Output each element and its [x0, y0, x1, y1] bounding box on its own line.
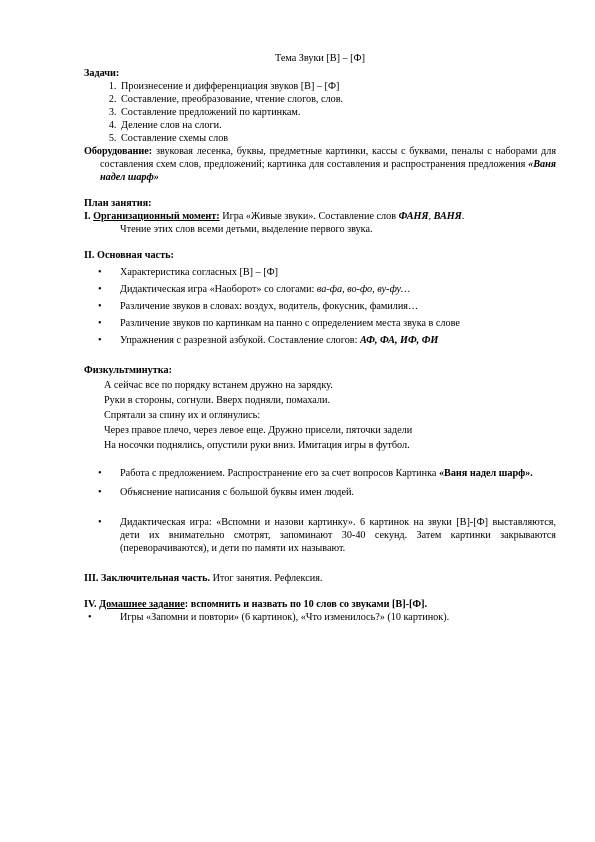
more-item: • Дидактическая игра: «Вспомни и назови картинку». 6 картинок на звуки [В]-[Ф] выставляются, дети их внимательно смотрят, запоминают 30-40 секунд. Затем картинки закрываются (переворачиваются), и дети по памяти их называют.	[98, 516, 556, 555]
physical-heading: Физкультминутка:	[84, 365, 172, 376]
task-item: 4. Деление слов на слоги.	[119, 119, 556, 132]
more-list	[84, 467, 556, 555]
equipment-paragraph	[84, 145, 556, 184]
final-label: III. Заключительная часть.	[84, 573, 211, 584]
org-comma: ,	[428, 211, 434, 222]
homework-number: IV.	[84, 599, 100, 610]
equipment-text: звуковая лесенка, буквы, предметные картинки, кассы с буквами, пеналы с наборами для составления схем слов, предложений; картинка для составления и распространения предложения	[100, 146, 556, 170]
equipment-italic: «Ваня надел шарф»	[100, 159, 556, 183]
document-page	[84, 52, 556, 624]
page-title: Тема Звуки [В] – [Ф]	[274, 53, 365, 64]
plan-heading: План занятия:	[84, 198, 152, 209]
org-word-fanya: ФАНЯ	[398, 211, 429, 222]
tasks-heading: Задачи:	[84, 68, 120, 79]
org-dot: .	[461, 211, 465, 222]
tasks-list	[84, 80, 556, 145]
main-heading: II. Основная часть:	[84, 250, 174, 261]
main-list	[84, 266, 556, 347]
main-item: • Упражнения с разрезной азбукой. Составление слогов: АФ, ФА, ИФ, ФИ	[98, 334, 556, 347]
poem-line: На носочки поднялись, опустили руки вниз. Имитация игры в футбол.	[104, 440, 410, 451]
org-continuation: Чтение этих слов всеми детьми, выделение первого звука.	[120, 224, 373, 235]
more-item: • Работа с предложением. Распространение его за счет вопросов Картинка «Ваня надел шарф».	[98, 467, 556, 480]
task-item: 3. Составление предложений по картинкам.	[119, 106, 556, 119]
org-paragraph	[84, 210, 556, 223]
homework-paragraph	[84, 598, 556, 611]
more-item: • Объяснение написания с большой буквы имен людей.	[98, 486, 556, 499]
org-number: I.	[84, 211, 94, 222]
homework-label: Домашнее задание	[99, 599, 185, 610]
task-item: 1. Произнесение и дифференциация звуков [В] – [Ф]	[119, 80, 556, 93]
main-item: • Различение звуков в словах: воздух, водитель, фокусник, фамилия…	[98, 300, 556, 313]
poem-line: Через правое плечо, через левое еще. Дружно присели, пяточки задели	[104, 425, 413, 436]
equipment-label: Оборудование:	[84, 146, 153, 157]
org-text: Игра «Живые звуки». Составление слов	[219, 211, 399, 222]
org-label: Организационный момент:	[93, 211, 220, 222]
org-word-vanya: ВАНЯ	[433, 211, 462, 222]
task-item: 2. Составление, преобразование, чтение слогов, слов.	[119, 93, 556, 106]
poem-line: Спрятали за спину их и оглянулись:	[104, 410, 261, 421]
main-item: • Различение звуков по картинкам на панно с определением места звука в слове	[98, 317, 556, 330]
homework-bullet: • Игры «Запомни и повтори» (6 картинок), «Что изменилось?» (10 картинок).	[84, 611, 556, 624]
main-item: • Дидактическая игра «Наоборот» со слогами: ва-фа, во-фо, ву-фу…	[98, 283, 556, 296]
main-item: • Характеристика согласных [В] – [Ф]	[98, 266, 556, 279]
homework-text: : вспомнить и назвать по 10 слов со звуками [В]-[Ф].	[184, 599, 428, 610]
final-text: Итог занятия. Рефлексия.	[210, 573, 323, 584]
poem-line: А сейчас все по порядку встанем дружно на зарядку.	[104, 380, 333, 391]
poem-line: Руки в стороны, согнули. Вверх подняли, помахали.	[104, 395, 331, 406]
physical-poem	[84, 379, 556, 452]
task-item: 5. Составление схемы слов	[119, 132, 556, 145]
final-paragraph	[84, 572, 556, 585]
